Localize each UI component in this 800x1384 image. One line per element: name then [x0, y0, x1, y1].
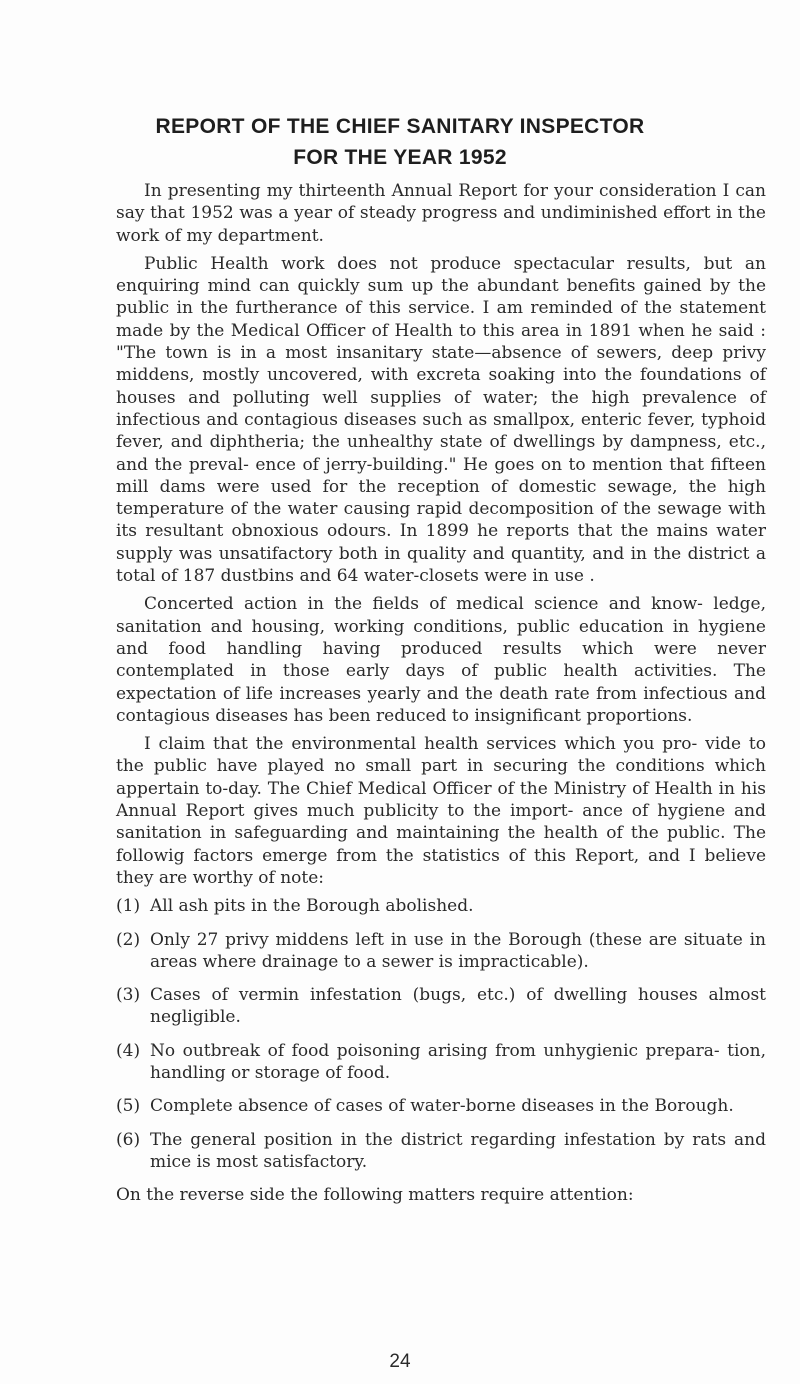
list-item-text: All ash pits in the Borough abolished.	[150, 896, 474, 917]
list-item-text: Cases of vermin infestation (bugs, etc.) of dwelling houses almost negligible.	[150, 985, 766, 1028]
report-subtitle: FOR THE YEAR 1952	[293, 146, 507, 169]
list-item	[116, 1129, 766, 1174]
list-item-number: (1)	[116, 896, 141, 917]
list-item	[116, 895, 766, 917]
page-number: 24	[389, 1351, 411, 1372]
list-item	[116, 929, 766, 974]
list-item	[116, 1040, 766, 1085]
list-item-text: The general position in the district regarding infestation by rats and mice is most satisfactory.	[150, 1129, 766, 1172]
list-item	[116, 1095, 766, 1117]
paragraph-progress: Concerted action in the fields of medical science and know- ledge, sanitation and housing, working conditions, public education in hygiene and food handling having produced results which were never contemplated in those early days of public health activities. The expectation of life increases yearly and the death rate from infectious and contagious diseases has been reduced to insignificant proportions.	[116, 594, 766, 726]
report-body	[116, 180, 766, 1212]
list-item-number: (6)	[116, 1129, 141, 1150]
list-item-text: No outbreak of food poisoning arising from unhygienic prepara- tion, handling or storage of food.	[150, 1040, 766, 1083]
list-item-text: Only 27 privy middens left in use in the Borough (these are situate in areas where drainage to a sewer is impracticable).	[150, 929, 766, 972]
list-item	[116, 984, 766, 1029]
factors-list	[116, 895, 766, 1173]
paragraph-intro: In presenting my thirteenth Annual Report for your consideration I can say that 1952 was a year of steady progress and undiminished effort in the work of my department.	[116, 181, 766, 246]
list-item-number: (2)	[116, 929, 141, 950]
list-item-number: (3)	[116, 985, 141, 1006]
paragraph-history: Public Health work does not produce spectacular results, but an enquiring mind can quickly sum up the abundant benefits gained by the public in the furtherance of this service. I am reminded of the statement made by the Medical Officer of Health to this area in 1891 when he said : "The town is in a most insanitary state—absence of sewers, deep privy middens, mostly uncovered, with excreta soaking into the foundations of houses and polluting well supplies of water; the high prevalence of infectious and contagious diseases such as smallpox, enteric fever, typhoid fever, and diphtheria; the unhealthy state of dwellings by dampness, etc., and the preval- ence of jerry-building." He goes on to mention that fifteen mill dams were used for the reception of domestic sewage, the high temperature of the water causing rapid decomposition of the sewage with its resultant obnoxious odours. In 1899 he reports that the mains water supply was unsatifactory both in quality and quantity, and in the district a total of 187 dustbins and 64 water-closets were in use .	[116, 253, 766, 587]
paragraph-claim: I claim that the environmental health services which you pro- vide to the public have played no small part in securing the conditions which appertain to-day. The Chief Medical Officer of the Ministry of Health in his Annual Report gives much publicity to the import- ance of hygiene and sanitation in safeguarding and maintaining the health of the public. The followig factors emerge from the statistics of this Report, and I believe they are worthy of note:	[116, 734, 766, 888]
list-item-number: (5)	[116, 1096, 141, 1117]
report-title: REPORT OF THE CHIEF SANITARY INSPECTOR	[155, 115, 645, 138]
list-item-number: (4)	[116, 1040, 141, 1061]
list-item-text: Complete absence of cases of water-borne diseases in the Borough.	[150, 1096, 734, 1117]
closing-line: On the reverse side the following matters require attention:	[116, 1185, 634, 1206]
